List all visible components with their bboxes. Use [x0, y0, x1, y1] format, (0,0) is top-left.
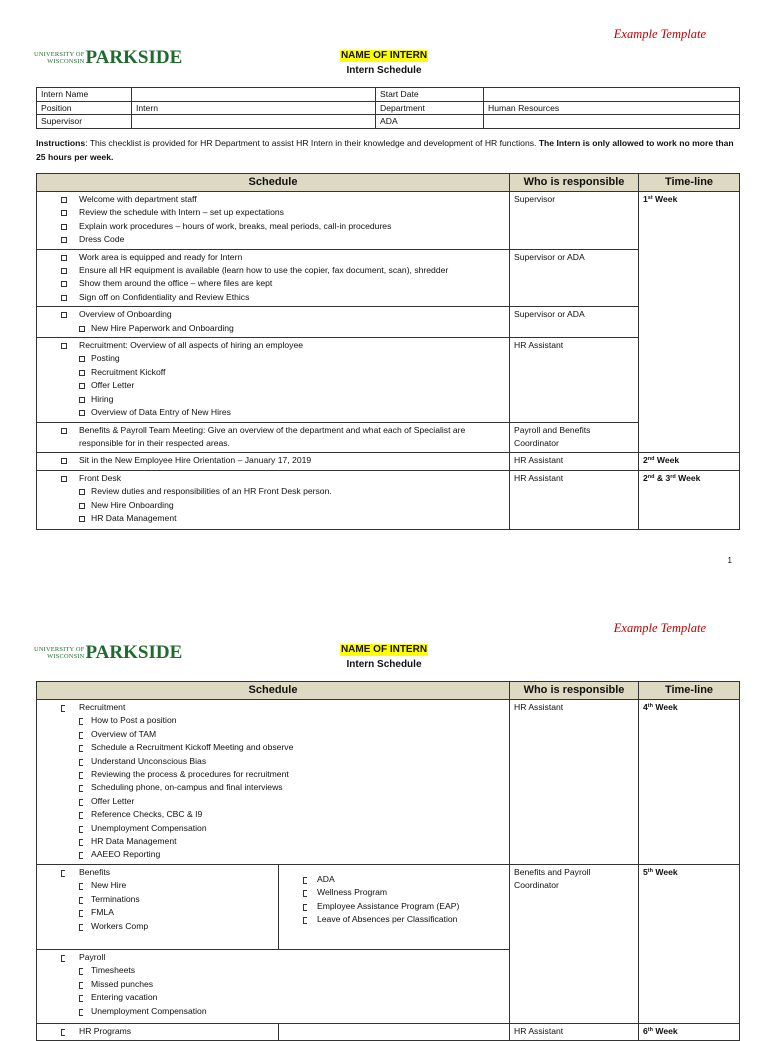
recruitment-row: [37, 700, 740, 865]
page-number: 1: [727, 556, 732, 565]
who-responsible-header: Who is responsible: [510, 174, 639, 192]
timeline-cell-week5: 5th Week: [639, 864, 740, 1023]
logo-line2: WISCONSIN: [47, 653, 85, 660]
schedule-row: [37, 192, 740, 250]
schedule-header-2: Schedule: [37, 682, 510, 700]
timeline-cell-week2-3: 2nd & 3rd Week: [639, 470, 740, 530]
schedule-row: [37, 453, 740, 470]
checklist-item: FMLA: [41, 906, 274, 919]
checklist-item: Payroll: [41, 951, 505, 964]
payroll-checklist: [41, 951, 505, 1018]
checklist-item: Explain work procedures – hours of work, breaks, meal periods, call-in procedures: [41, 220, 505, 233]
info-label: ADA: [376, 115, 484, 129]
checklist-item: Unemployment Compensation: [41, 822, 505, 835]
checklist-item: Work area is equipped and ready for Intern: [41, 251, 505, 264]
checklist-item: Offer Letter: [41, 795, 505, 808]
checklist-item: Overview of TAM: [41, 728, 505, 741]
logo-line1: UNIVERSITY OF: [34, 51, 85, 58]
timeline-header: Time-line: [639, 174, 740, 192]
checklist-item: Offer Letter: [41, 379, 505, 392]
info-row: [37, 101, 740, 115]
checklist-item: How to Post a position: [41, 714, 505, 727]
timeline-header-2: Time-line: [639, 682, 740, 700]
benefits-checklist: [41, 866, 274, 933]
schedule-row: [37, 338, 740, 422]
recruitment-checklist: [41, 701, 505, 862]
who-cell: HR Assistant: [510, 338, 639, 422]
checklist-item: Wellness Program: [283, 886, 505, 899]
checklist-item: Overview of Onboarding: [41, 308, 505, 321]
checklist-item: HR Programs: [41, 1025, 274, 1038]
document-header-2: [0, 639, 768, 671]
checklist-item: Terminations: [41, 893, 274, 906]
checklist-item: Welcome with department staff: [41, 193, 505, 206]
timeline-cell-week2: 2nd Week: [639, 453, 740, 470]
checklist-item: Benefits & Payroll Team Meeting: Give an overview of the department and what each of Specialist are responsible for in their respected areas.: [41, 424, 505, 451]
timeline-cell-week1: 1st Week: [639, 192, 740, 453]
checklist-item: Employee Assistance Program (EAP): [283, 900, 505, 913]
who-cell: Payroll and Benefits Coordinator: [510, 422, 639, 453]
task-checklist: [41, 339, 505, 419]
document-header: [0, 45, 768, 77]
hr-programs-row: [37, 1023, 740, 1040]
instructions: [36, 136, 736, 164]
who-cell: Supervisor or ADA: [510, 307, 639, 338]
checklist-item: Schedule a Recruitment Kickoff Meeting and observe: [41, 741, 505, 754]
logo-line2: WISCONSIN: [47, 58, 85, 65]
checklist-item: Recruitment: [41, 701, 505, 714]
info-label: Department: [376, 101, 484, 115]
logo-brand: PARKSIDE: [85, 642, 183, 663]
info-value: [132, 88, 376, 102]
info-row: [37, 88, 740, 102]
checklist-item: ADA: [283, 873, 505, 886]
schedule-header: Schedule: [37, 174, 510, 192]
timeline-cell-week6: 6th Week: [639, 1023, 740, 1040]
info-value: Intern: [132, 101, 376, 115]
checklist-item: Workers Comp: [41, 920, 274, 933]
schedule-row: [37, 470, 740, 530]
checklist-item: Recruitment Kickoff: [41, 366, 505, 379]
checklist-item: Review duties and responsibilities of an HR Front Desk person.: [41, 485, 505, 498]
checklist-item: Hiring: [41, 393, 505, 406]
checklist-item: New Hire Paperwork and Onboarding: [41, 322, 505, 335]
who-cell: HR Assistant: [510, 470, 639, 530]
checklist-item: HR Data Management: [41, 512, 505, 525]
checklist-item: Sit in the New Employee Hire Orientation – January 17, 2019: [41, 454, 505, 467]
checklist-item: Ensure all HR equipment is available (learn how to use the copier, fax document, scan), shredder: [41, 264, 505, 277]
checklist-item: AAEEO Reporting: [41, 848, 505, 861]
instructions-lead: Instructions: [36, 138, 86, 148]
who-cell: HR Assistant: [510, 1023, 639, 1040]
checklist-item: New Hire: [41, 879, 274, 892]
schedule-row: [37, 422, 740, 453]
checklist-item: Reviewing the process & procedures for recruitment: [41, 768, 505, 781]
document-page-2: [0, 596, 768, 1036]
checklist-item: Front Desk: [41, 472, 505, 485]
who-cell: Benefits and Payroll Coordinator: [510, 864, 639, 1023]
task-checklist: [41, 193, 505, 247]
task-checklist: [41, 308, 505, 335]
checklist-item: New Hire Onboarding: [41, 499, 505, 512]
task-checklist: [41, 251, 505, 305]
intern-info-table: [36, 87, 740, 129]
checklist-item: Overview of Data Entry of New Hires: [41, 406, 505, 419]
info-label: Position: [37, 101, 132, 115]
instructions-bold: The Intern is only allowed to work no more than 25 hours per week.: [36, 138, 734, 162]
checklist-item: Dress Code: [41, 233, 505, 246]
info-row: [37, 115, 740, 129]
task-checklist: [41, 424, 505, 451]
instructions-body: : This checklist is provided for HR Department to assist HR Intern in their knowledge and development of HR functions.: [85, 138, 539, 148]
checklist-item: Show them around the office – where files are kept: [41, 277, 505, 290]
who-cell: HR Assistant: [510, 700, 639, 865]
schedule-table-2: [36, 681, 740, 1041]
info-value: [484, 115, 740, 129]
name-of-intern-2: NAME OF INTERN: [340, 644, 428, 655]
checklist-item: Recruitment: Overview of all aspects of hiring an employee: [41, 339, 505, 352]
who-cell: HR Assistant: [510, 453, 639, 470]
example-template-label: Example Template: [613, 27, 706, 41]
checklist-item: Understand Unconscious Bias: [41, 755, 505, 768]
checklist-item: Entering vacation: [41, 991, 505, 1004]
logo-line1: UNIVERSITY OF: [34, 646, 85, 653]
info-value: [132, 115, 376, 129]
checklist-item: Unemployment Compensation: [41, 1005, 505, 1018]
info-label: Start Date: [376, 88, 484, 102]
info-label: Intern Name: [37, 88, 132, 102]
timeline-cell-week4: 4th Week: [639, 700, 740, 865]
checklist-item: Missed punches: [41, 978, 505, 991]
checklist-item: Timesheets: [41, 964, 505, 977]
task-checklist: [41, 454, 505, 467]
checklist-item: Sign off on Confidentiality and Review Ethics: [41, 291, 505, 304]
info-value: [484, 88, 740, 102]
benefits-extra-checklist: [283, 873, 505, 927]
info-label: Supervisor: [37, 115, 132, 129]
example-template-label-2: Example Template: [613, 621, 706, 635]
checklist-item: HR Data Management: [41, 835, 505, 848]
intern-schedule-title: Intern Schedule: [346, 65, 422, 76]
info-value: Human Resources: [484, 101, 740, 115]
logo-brand: PARKSIDE: [85, 47, 183, 68]
schedule-table-1: [36, 173, 740, 530]
checklist-item: Scheduling phone, on-campus and final interviews: [41, 781, 505, 794]
intern-schedule-title-2: Intern Schedule: [346, 659, 422, 670]
checklist-item: Posting: [41, 352, 505, 365]
checklist-item: Review the schedule with Intern – set up expectations: [41, 206, 505, 219]
task-checklist: [41, 472, 505, 526]
checklist-item: Benefits: [41, 866, 274, 879]
checklist-item: Reference Checks, CBC & I9: [41, 808, 505, 821]
checklist-item: Leave of Absences per Classification: [283, 913, 505, 926]
schedule-row: [37, 249, 740, 307]
benefits-row: [37, 864, 740, 949]
name-of-intern: NAME OF INTERN: [340, 50, 428, 61]
schedule-row: [37, 307, 740, 338]
who-cell: Supervisor: [510, 192, 639, 250]
who-cell: Supervisor or ADA: [510, 249, 639, 307]
who-responsible-header-2: Who is responsible: [510, 682, 639, 700]
